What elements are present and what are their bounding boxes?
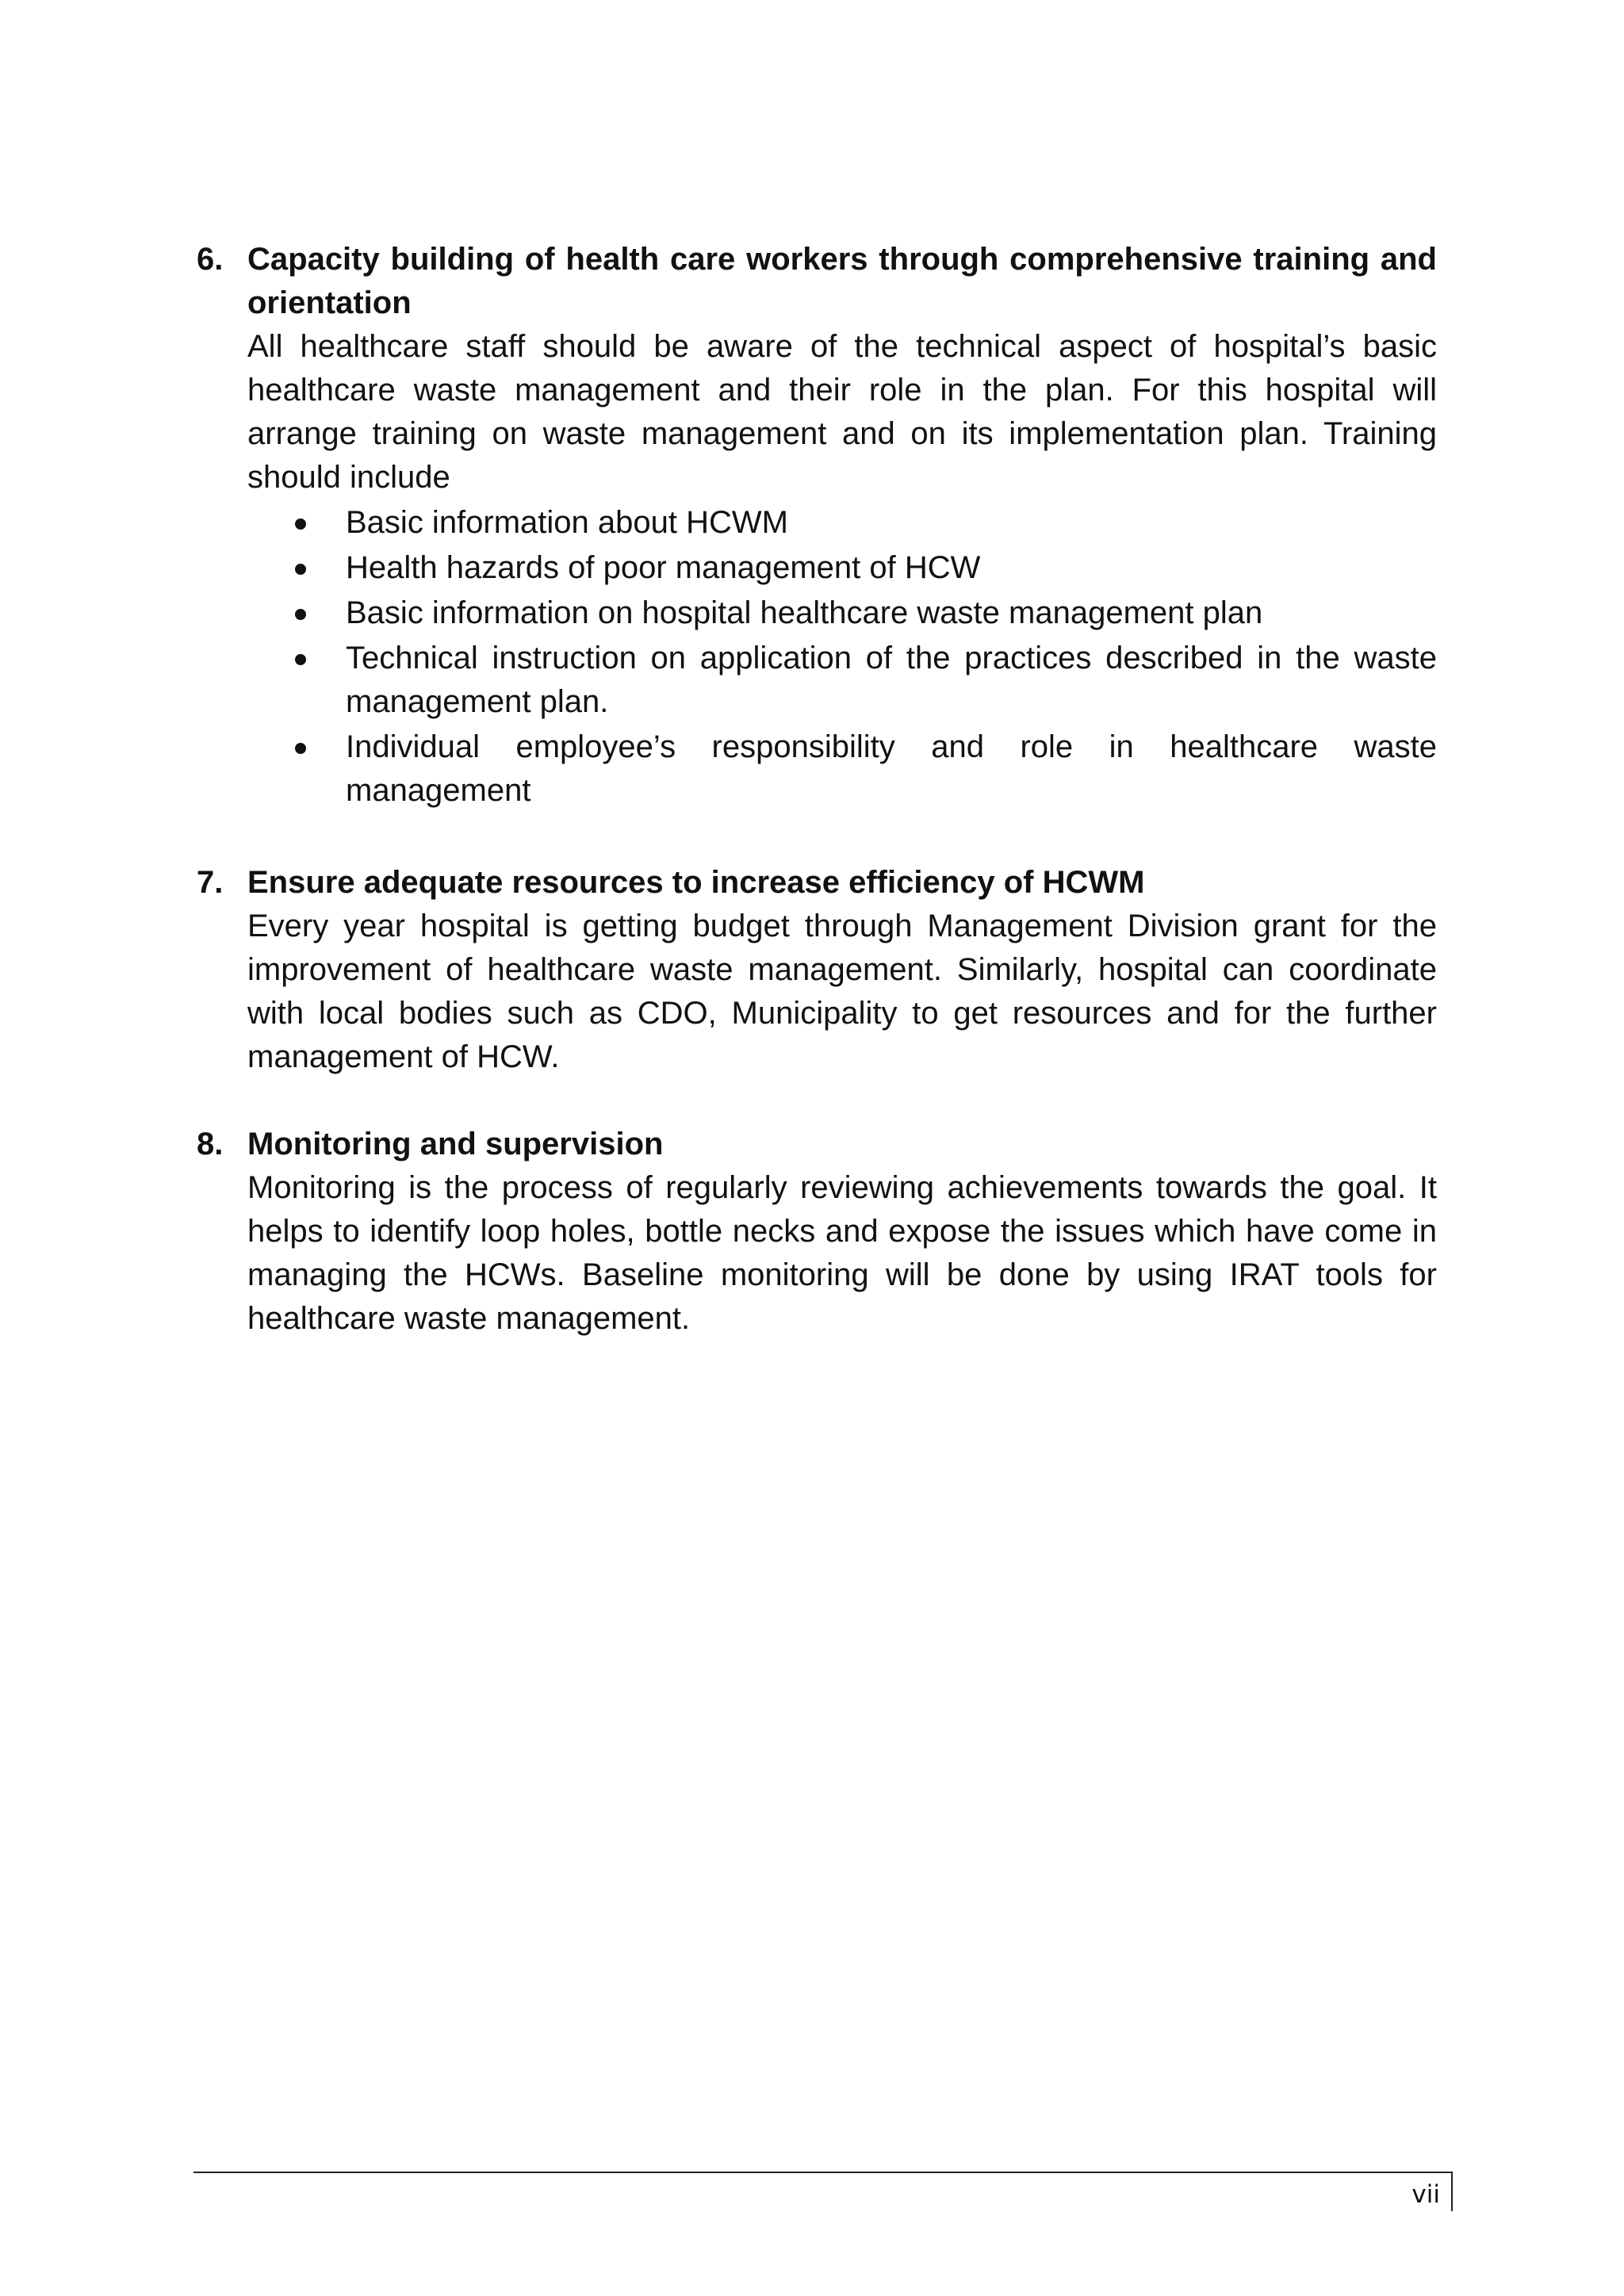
list-item-text: Basic information about HCWM (346, 505, 788, 540)
list-item (346, 546, 1437, 590)
list-item (346, 637, 1437, 724)
section-heading (197, 1123, 1437, 1166)
list-item-text: Health hazards of poor management of HCW (346, 550, 981, 585)
section-number: 8. (197, 1127, 224, 1161)
footer-divider (193, 2172, 1453, 2173)
footer-vertical-rule (1451, 2172, 1453, 2211)
page-number: vii (1411, 2180, 1440, 2209)
section-title: Monitoring and supervision (247, 1127, 664, 1161)
section-heading (197, 861, 1437, 905)
list-item (346, 591, 1437, 635)
section-title: Capacity building of health care workers through comprehensive training and orientation (247, 242, 1437, 320)
section-6 (197, 238, 1437, 814)
bullet-icon (295, 564, 306, 575)
bullet-icon (295, 609, 306, 620)
bullet-icon (295, 519, 306, 530)
section-8 (197, 1123, 1437, 1341)
section-body: Monitoring is the process of regularly reviewing achievements towards the goal. It helps to identify loop holes, bottle necks and expose the issues which have come in managing the HCWs. Baseline monitoring will be done by using IRAT tools for healthcare waste management. (247, 1170, 1437, 1336)
bullet-icon (295, 743, 306, 754)
list-item-text: Individual employee’s responsibility and role in healthcare waste management (346, 729, 1437, 808)
bullet-list (197, 501, 1437, 813)
section-heading (197, 238, 1437, 325)
bullet-icon (295, 654, 306, 665)
list-item (346, 501, 1437, 545)
section-body: All healthcare staff should be aware of the technical aspect of hospital’s basic healthcare waste management and their role in the plan. For this hospital will arrange training on waste management and on its implementation plan. Training should include (247, 329, 1437, 495)
list-item (346, 725, 1437, 813)
section-number: 7. (197, 865, 224, 900)
section-7 (197, 861, 1437, 1079)
list-item-text: Technical instruction on application of the practices described in the waste management plan. (346, 641, 1437, 719)
section-body: Every year hospital is getting budget through Management Division grant for the improvement of healthcare waste management. Similarly, hospital can coordinate with local bodies such as CDO, Municipality to get resources and for the further management of HCW. (247, 909, 1437, 1074)
list-item-text: Basic information on hospital healthcare waste management plan (346, 595, 1263, 630)
section-number: 6. (197, 242, 224, 277)
section-title: Ensure adequate resources to increase efficiency of HCWM (247, 865, 1145, 900)
